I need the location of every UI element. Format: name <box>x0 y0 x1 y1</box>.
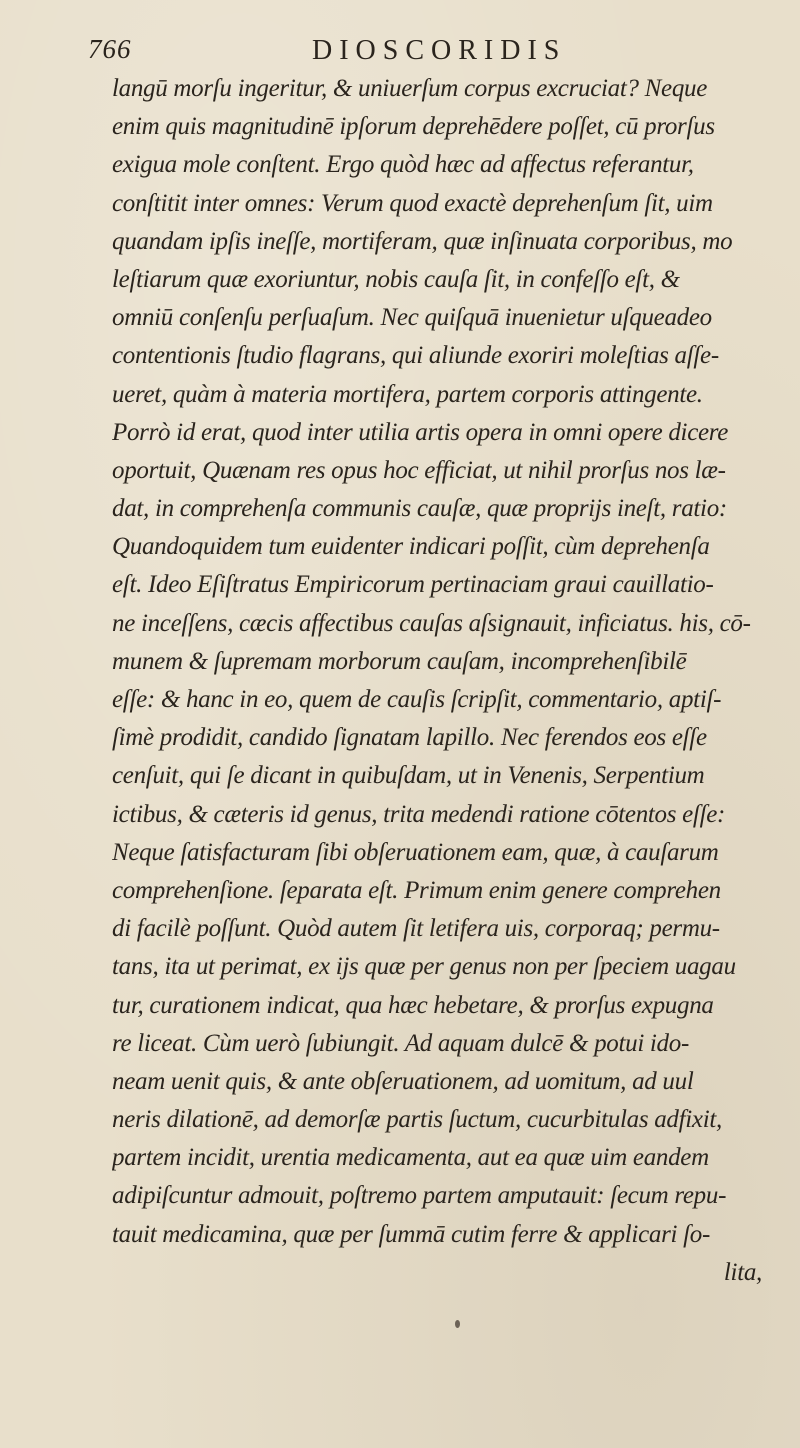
running-head: DIOSCORIDIS <box>312 35 567 66</box>
text-line: ne inceſſens, cæcis affectibus cauſas aſsignauit, inficiatus. his, cō- <box>112 609 751 637</box>
text-line: ſimè prodidit, candido ſignatam lapillo. Nec ferendos eos eſſe <box>112 724 707 752</box>
text-line: leſtiarum quæ exoriuntur, nobis cauſa ſit, in confeſſo eſt, & <box>112 265 680 293</box>
text-line: contentionis ſtudio flagrans, qui aliunde exoriri moleſtias aſſe- <box>112 342 719 370</box>
text-line: munem & ſupremam morborum cauſam, incomprehenſibilē <box>112 647 687 675</box>
text-line: tur, curationem indicat, qua hæc hebetare, & prorſus expugna <box>112 991 714 1019</box>
text-line: dat, in comprehenſa communis cauſæ, quæ proprijs ineſt, ratio: <box>112 495 727 523</box>
text-line: adipiſcuntur admouit, poſtremo partem amputauit: ſecum repu- <box>112 1182 727 1210</box>
ink-mark <box>455 1320 460 1328</box>
text-line: eſt. Ideo Eſiſtratus Empiricorum pertinaciam graui cauillatio- <box>112 571 714 599</box>
text-line: Quandoquidem tum euidenter indicari poſſit, cùm deprehenſa <box>112 533 710 561</box>
text-line: re liceat. Cùm uerò ſubiungit. Ad aquam dulcē & potui ido- <box>112 1029 689 1057</box>
body-text <box>112 70 772 1292</box>
text-line: conſtitit inter omnes: Verum quod exactè deprehenſum ſit, uim <box>112 189 713 217</box>
text-line: comprehenſione. ſeparata eſt. Primum enim genere comprehen <box>112 876 721 904</box>
text-line: exigua mole conſtent. Ergo quòd hæc ad affectus referantur, <box>112 151 694 179</box>
text-line: ictibus, & cæteris id genus, trita medendi ratione cōtentos eſſe: <box>112 800 726 828</box>
text-line: oportuit, Quænam res opus hoc efficiat, ut nihil prorſus nos læ- <box>112 456 726 484</box>
text-line: enim quis magnitudinē ipſorum deprehēdere poſſet, cū prorſus <box>112 113 715 141</box>
text-line: omniū conſenſu perſuaſum. Nec quiſquā inuenietur uſqueadeo <box>112 304 712 332</box>
text-line: neam uenit quis, & ante obſeruationem, ad uomitum, ad uul <box>112 1067 694 1095</box>
page-number: 766 <box>88 34 132 64</box>
text-line: neris dilationē, ad demorſæ partis ſuctum, cucurbitulas adfixit, <box>112 1106 722 1134</box>
text-line: di facilè poſſunt. Quòd autem ſit letifera uis, corporaq; permu- <box>112 915 720 943</box>
catchword-line: lita, <box>723 1258 762 1286</box>
text-line: eſſe: & hanc in eo, quem de cauſis ſcripſit, commentario, aptiſ- <box>112 686 722 713</box>
text-line: partem incidit, urentia medicamenta, aut ea quæ uim eandem <box>112 1144 709 1172</box>
text-line: langū morſu ingeritur, & uniuerſum corpus excruciat? Neque <box>112 75 708 102</box>
text-line: tauit medicamina, quæ per ſummā cutim ferre & applicari ſo- <box>112 1220 710 1248</box>
page-header <box>0 30 800 74</box>
text-line: quandam ipſis ineſſe, mortiferam, quæ inſinuata corporibus, mo <box>112 227 733 255</box>
text-line: Porrò id erat, quod inter utilia artis opera in omni opere dicere <box>112 418 729 446</box>
text-line: ueret, quàm à materia mortifera, partem corporis attingente. <box>112 380 703 408</box>
text-line: cenſuit, qui ſe dicant in quibuſdam, ut in Venenis, Serpentium <box>112 762 705 790</box>
text-line: Neque ſatisfacturam ſibi obſeruationem eam, quæ, à cauſarum <box>112 838 719 866</box>
text-line: tans, ita ut perimat, ex ijs quæ per genus non per ſpeciem uagau <box>112 953 736 981</box>
